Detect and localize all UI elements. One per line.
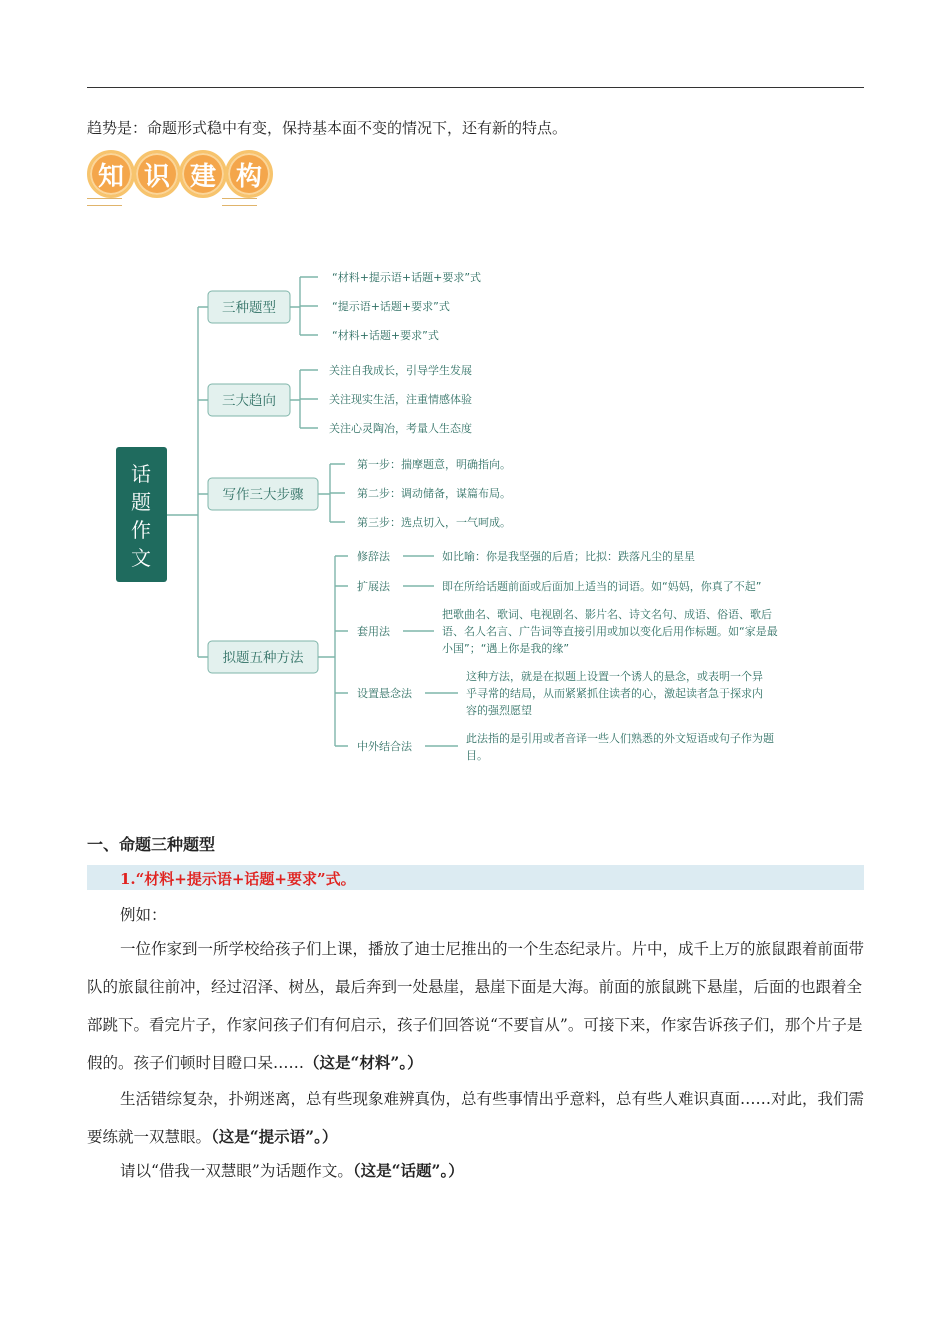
method-desc: 目。: [466, 749, 488, 762]
section-title: 一、命题三种题型: [87, 835, 216, 854]
branch-label: 三种题型: [222, 300, 276, 316]
step-item: 第三步：选点切入，一气呵成。: [357, 516, 511, 529]
root-char: 作: [131, 518, 151, 542]
branch-label: 拟题五种方法: [222, 650, 304, 666]
topic-note: （这是“话题”。）: [352, 1161, 464, 1180]
method-name: 中外结合法: [357, 740, 412, 753]
banner-char: 建: [179, 150, 227, 198]
trend-item: 关注现实生活，注重情感体验: [329, 393, 472, 406]
step-item: 第二步：调动储备，谋篇布局。: [357, 487, 511, 500]
method-desc: 如比喻：你是我坚强的后盾；比拟：跌落凡尘的星星: [442, 550, 695, 563]
prompt-paragraph: [87, 1080, 877, 1156]
material-paragraph: [87, 930, 877, 1082]
trend-item: 关注自我成长，引导学生发展: [329, 364, 472, 377]
mind-map-connectors: [167, 277, 458, 746]
branch-label: 三大趋向: [222, 393, 276, 409]
banner-char: 构: [225, 150, 273, 198]
root-char: 话: [131, 462, 151, 486]
material-note: （这是“材料”。）: [304, 1053, 423, 1072]
method-desc: 把歌曲名、歌词、电视剧名、影片名、诗文名句、成语、俗语、歌后: [442, 608, 772, 621]
type-item: “材料+话题+要求”式: [332, 329, 439, 342]
material-text: 一位作家到一所学校给孩子们上课，播放了迪士尼推出的一个生态纪录片。片中，成千上万的旅鼠跟着前面带队的旅鼠往前冲，经过沼泽、树丛，最后奔到一处悬崖，悬崖下面是大海。前面的旅鼠跳下悬崖，后面的也跟着全部跳下。看完片子，作家问孩子们有何启示，孩子们回答说“不要盲从”。可接下来，作家告诉孩子们，那个片子是假的。孩子们顿时目瞪口呆……: [87, 940, 865, 1072]
method-name: 设置悬念法: [357, 687, 412, 700]
type-item: “提示语+话题+要求”式: [332, 300, 450, 313]
method-desc: 容的强烈愿望: [466, 704, 532, 717]
root-char: 题: [131, 490, 151, 514]
topic-paragraph: [87, 1152, 877, 1190]
prompt-note: （这是“提示语”。）: [211, 1127, 338, 1146]
method-name: 套用法: [357, 625, 390, 638]
method-name: 扩展法: [357, 580, 390, 593]
type-item: “材料+提示语+话题+要求”式: [332, 271, 482, 284]
method-desc: 乎寻常的结局，从而紧紧抓住读者的心，激起读者急于探求内: [466, 687, 763, 700]
method-name: 修辞法: [357, 550, 390, 563]
topic-text: 请以“借我一双慧眼”为话题作文。: [120, 1162, 353, 1180]
method-desc: 即在所给话题前面或后面加上适当的词语。如“妈妈，你真了不起”: [442, 580, 762, 593]
trend-text: 趋势是：命题形式稳中有变，保持基本面不变的情况下，还有新的特点。: [87, 119, 568, 137]
branch-label: 写作三大步骤: [222, 487, 304, 503]
method-desc: 这种方法，就是在拟题上设置一个诱人的悬念，或表明一个异: [466, 670, 763, 683]
banner-char: 识: [133, 150, 181, 198]
root-char: 文: [131, 546, 151, 570]
method-desc: 小国”；“遇上你是我的缘”: [442, 642, 570, 655]
method-desc: 语、名人名言、广告词等直接引用或加以变化后用作标题。如“家是最: [442, 625, 778, 638]
step-item: 第一步：揣摩题意，明确指向。: [357, 458, 511, 471]
method-desc: 此法指的是引用或者音译一些人们熟悉的外文短语或句子作为题: [466, 732, 774, 745]
banner-char: 知: [87, 150, 135, 198]
prompt-text: 生活错综复杂，扑朔迷离，总有些现象难辨真伪，总有些事情出乎意料，总有些人难识真面……对此，我们需要练就一双慧眼。: [87, 1090, 865, 1146]
trend-item: 关注心灵陶冶，考量人生态度: [329, 422, 472, 435]
subsection-title: 1.“材料+提示语+话题+要求”式。: [120, 870, 356, 888]
example-label: 例如：: [120, 906, 167, 924]
